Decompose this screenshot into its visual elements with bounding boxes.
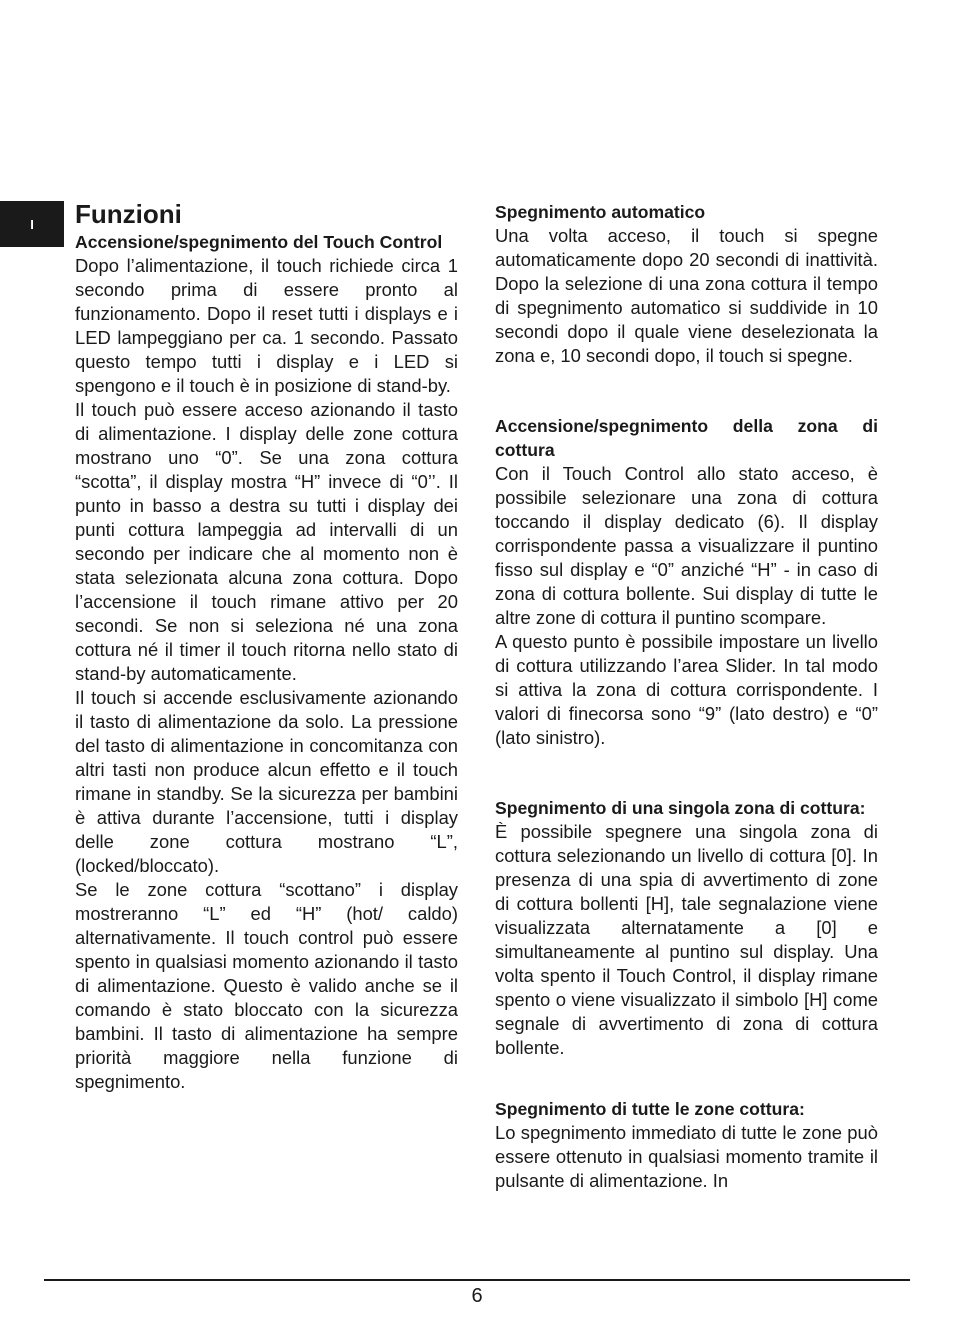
page-title: Funzioni: [75, 199, 182, 229]
section-heading: Spegnimento automatico: [495, 202, 706, 222]
section-heading: Spegnimento di una singola zona di cottura:: [495, 798, 866, 818]
section-auto-off: [495, 200, 878, 368]
section-zone-on-off: [495, 414, 878, 750]
left-column: [75, 198, 458, 1094]
section-all-zones-off: [495, 1097, 878, 1193]
language-tab: [0, 201, 64, 247]
paragraph: Se le zone cottura “scottano” i display mostreranno “L” ed “H” (hot/ caldo) alternativamente. Il touch control può essere spento in qualsiasi momento azionando il tasto di alimentazione. Questo è valido anche se il comando è stato bloccato con la sicurezza bambini. Il tasto di alimentazione ha sempre priorità maggiore nella funzione di spegnimento.: [75, 879, 458, 1092]
section-single-zone-off: [495, 796, 878, 1060]
paragraph: Il touch può essere acceso azionando il tasto di alimentazione. I display delle zone cottura mostrano uno “0”. Se una zona cottura “scotta”, il display mostra “H” invece di “0’’. Il punto in basso a destra su tutti i display dei punti cottura lampeggia ad intervalli di un secondo per indicare che al momento non è stata selezionata alcuna zona cottura. Dopo l’accensione il touch rimane attivo per 20 secondi. Se non si seleziona né una zona cottura né il timer il touch ritorna nello stato di stand-by automaticamente.: [75, 399, 458, 684]
paragraph: È possibile spegnere una singola zona di cottura selezionando un livello di cottura [0]. In presenza di una spia di avvertimento di zone di cottura bollenti [H], tale segnalazione viene visualizzata alternatamente a [0] e simultaneamente al puntino sul display. Una volta spento il Touch Control, il display rimane spento o viene visualizzato il simbolo [H] come segnale di avvertimento di zona di cottura bollente.: [495, 821, 878, 1058]
section-heading-touch-control: Accensione/spegnimento del Touch Control: [75, 232, 443, 252]
section-heading: Spegnimento di tutte le zone cottura:: [495, 1099, 805, 1119]
paragraph: Una volta acceso, il touch si spegne automaticamente dopo 20 secondi di inattività. Dopo la selezione di una zona cottura il tempo di spegnimento automatico si suddivide in 10 secondi dopo il quale viene deselezionata la zona e, 10 secondi dopo, il touch si spegne.: [495, 225, 878, 366]
section-heading: Accensione/spegnimento della zona di cottura: [495, 416, 878, 460]
paragraph: Dopo l’alimentazione, il touch richiede circa 1 secondo prima di essere pronto al funzionamento. Dopo il reset tutti i displays e i LED lampeggiano per ca. 1 secondo. Passato questo tempo tutti i display e i LED si spengono e il touch è in posizione di stand-by.: [75, 255, 458, 396]
right-column: [495, 200, 878, 1193]
paragraph: Il touch si accende esclusivamente azionando il tasto di alimentazione da solo. La pressione del tasto di alimentazione in concomitanza con altri tasti non produce alcun effetto e il touch rimane in standby. Se la sicurezza per bambini è attiva durante l’accensione, tutti i display delle zone cottura mostrano “L”, (locked/bloccato).: [75, 687, 458, 876]
paragraph: Con il Touch Control allo stato acceso, è possibile selezionare una zona di cottura toccando il display dedicato (6). Il display corrispondente passa a visualizzare il puntino fisso sul display e “0” anziché “H” - in caso di zona di cottura bollente. Sui display di tutte le altre zone di cottura il puntino scompare.: [495, 463, 878, 628]
paragraph: A questo punto è possibile impostare un livello di cottura utilizzando l’area Slider. In tal modo si attiva la zona di cottura corrispondente. I valori di finecorsa sono “9” (lato destro) e “0” (lato sinistro).: [495, 631, 878, 748]
paragraph: Lo spegnimento immediato di tutte le zone può essere ottenuto in qualsiasi momento tramite il pulsante di alimentazione. In: [495, 1122, 878, 1191]
page-number: 6: [471, 1285, 483, 1307]
language-tab-label: I: [30, 216, 34, 232]
footer-rule: [44, 1279, 910, 1281]
